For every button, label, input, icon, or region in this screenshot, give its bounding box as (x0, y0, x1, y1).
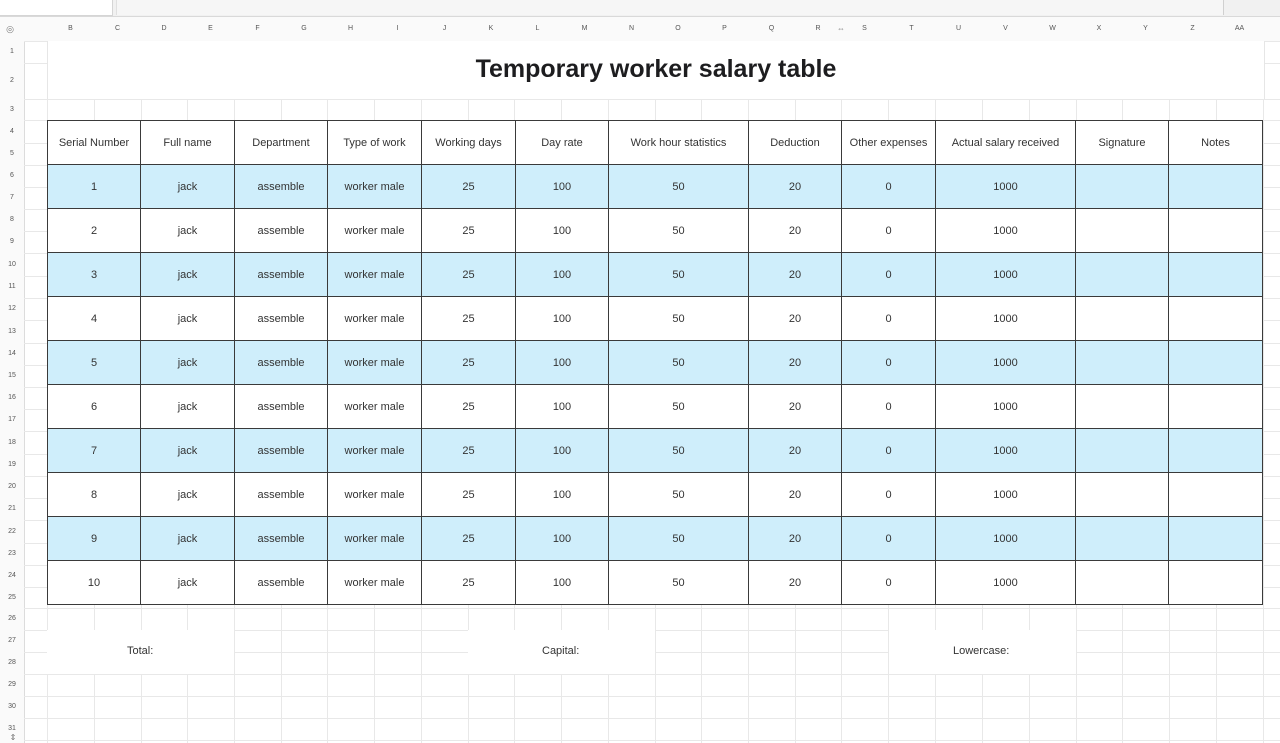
table-cell[interactable]: 0 (842, 385, 936, 429)
table-cell[interactable]: 0 (842, 561, 936, 605)
eye-icon[interactable]: ◎ (6, 24, 14, 34)
table-cell[interactable] (1076, 165, 1169, 209)
table-cell[interactable] (1169, 253, 1263, 297)
table-cell[interactable]: 0 (842, 517, 936, 561)
table-cell[interactable]: 50 (609, 429, 749, 473)
column-header-s[interactable]: S (862, 25, 867, 32)
table-cell[interactable]: 100 (516, 297, 609, 341)
column-header-o[interactable]: O (675, 25, 681, 32)
table-cell[interactable]: 0 (842, 429, 936, 473)
table-cell[interactable]: 9 (48, 517, 141, 561)
row-header-2[interactable]: 2 (10, 77, 14, 84)
gridline (24, 696, 1280, 697)
table-cell[interactable]: 25 (422, 561, 516, 605)
column-heading[interactable]: Department (235, 121, 328, 165)
table-row (48, 561, 1263, 605)
column-header-c[interactable]: C (114, 25, 121, 32)
table-cell[interactable]: 1000 (936, 253, 1076, 297)
column-header-n[interactable]: N (628, 25, 635, 32)
row-header-6[interactable]: 6 (10, 172, 14, 179)
table-cell[interactable]: jack (141, 209, 235, 253)
row-header-16[interactable]: 16 (8, 394, 16, 401)
row-header-3[interactable]: 3 (10, 106, 14, 113)
table-cell[interactable]: jack (141, 297, 235, 341)
table-cell[interactable]: 8 (48, 473, 141, 517)
row-header-5[interactable]: 5 (10, 150, 14, 157)
table-cell[interactable]: assemble (235, 341, 328, 385)
table-cell[interactable]: worker male (328, 297, 422, 341)
table-cell[interactable] (1076, 341, 1169, 385)
table-cell[interactable]: 1000 (936, 385, 1076, 429)
row-header-11[interactable]: 11 (8, 283, 16, 290)
column-header-g[interactable]: G (301, 25, 307, 32)
table-cell[interactable]: 25 (422, 209, 516, 253)
row-header-4[interactable]: 4 (10, 128, 14, 135)
table-row (48, 297, 1263, 341)
column-header-u[interactable]: U (955, 25, 962, 32)
row-header-10[interactable]: 10 (8, 261, 16, 268)
gridline (1263, 41, 1264, 743)
column-heading[interactable]: Work hour statistics (609, 121, 749, 165)
table-cell[interactable]: 50 (609, 165, 749, 209)
table-cell[interactable]: jack (141, 517, 235, 561)
row-header-26[interactable]: 26 (8, 615, 16, 622)
row-header-1[interactable]: 1 (10, 48, 14, 55)
column-heading[interactable]: Notes (1169, 121, 1263, 165)
table-cell[interactable] (1076, 253, 1169, 297)
row-header-20[interactable]: 20 (8, 483, 16, 490)
table-cell[interactable]: 1000 (936, 473, 1076, 517)
table-cell[interactable]: 100 (516, 165, 609, 209)
table-cell[interactable]: 1000 (936, 517, 1076, 561)
column-resize-icon[interactable]: ⇔ (837, 24, 845, 33)
table-cell[interactable]: worker male (328, 473, 422, 517)
table-cell[interactable]: 2 (48, 209, 141, 253)
table-cell[interactable] (1169, 165, 1263, 209)
row-header-12[interactable]: 12 (8, 305, 16, 312)
table-cell[interactable] (1169, 517, 1263, 561)
table-cell[interactable]: 25 (422, 473, 516, 517)
column-header-l[interactable]: L (535, 25, 540, 32)
table-cell[interactable]: 20 (749, 473, 842, 517)
row-header-23[interactable]: 23 (8, 550, 16, 557)
total-label: Total: (127, 645, 154, 657)
table-cell[interactable] (1076, 429, 1169, 473)
table-row (48, 165, 1263, 209)
column-heading[interactable]: Other expenses (842, 121, 936, 165)
gridline (24, 608, 1280, 609)
row-header-29[interactable]: 29 (8, 681, 16, 688)
table-cell[interactable]: jack (141, 473, 235, 517)
column-header-k[interactable]: K (488, 25, 494, 32)
table-cell[interactable] (1076, 561, 1169, 605)
table-row (48, 385, 1263, 429)
table-cell[interactable]: 20 (749, 385, 842, 429)
table-cell[interactable]: 20 (749, 253, 842, 297)
column-header-m[interactable]: M (581, 25, 588, 32)
table-cell[interactable]: 50 (609, 209, 749, 253)
row-header-8[interactable]: 8 (10, 216, 14, 223)
row-header-27[interactable]: 27 (8, 637, 16, 644)
table-cell[interactable] (1076, 517, 1169, 561)
row-resize-icon[interactable]: ⇕ (9, 733, 17, 742)
table-cell[interactable]: worker male (328, 429, 422, 473)
table-cell[interactable]: 50 (609, 473, 749, 517)
table-cell[interactable]: 50 (609, 341, 749, 385)
table-cell[interactable]: worker male (328, 209, 422, 253)
table-cell[interactable]: 1000 (936, 209, 1076, 253)
row-header-18[interactable]: 18 (8, 439, 16, 446)
table-cell[interactable] (1169, 385, 1263, 429)
table-cell[interactable]: 25 (422, 297, 516, 341)
table-cell[interactable] (1169, 297, 1263, 341)
row-header-bar (0, 41, 25, 743)
table-cell[interactable]: 4 (48, 297, 141, 341)
column-header-bar (0, 17, 1280, 42)
table-cell[interactable]: 50 (609, 385, 749, 429)
table-cell[interactable]: 100 (516, 341, 609, 385)
table-cell[interactable]: assemble (235, 253, 328, 297)
gridline (24, 674, 1280, 675)
page-title: Temporary worker salary table (475, 55, 837, 83)
table-cell[interactable]: assemble (235, 429, 328, 473)
table-cell[interactable] (1169, 473, 1263, 517)
row-header-30[interactable]: 30 (8, 703, 16, 710)
row-header-24[interactable]: 24 (8, 572, 16, 579)
capital-label: Capital: (542, 645, 580, 657)
table-cell[interactable]: worker male (328, 253, 422, 297)
table-cell[interactable]: 100 (516, 429, 609, 473)
table-cell[interactable]: assemble (235, 297, 328, 341)
salary-table (47, 120, 1263, 605)
column-heading[interactable]: Signature (1076, 121, 1169, 165)
column-header-w[interactable]: W (1049, 25, 1056, 32)
table-cell[interactable]: assemble (235, 209, 328, 253)
column-header-f[interactable]: F (255, 25, 260, 32)
column-heading[interactable]: Type of work (328, 121, 422, 165)
table-cell[interactable]: 100 (516, 517, 609, 561)
table-cell[interactable] (1076, 297, 1169, 341)
table-cell[interactable]: 50 (609, 517, 749, 561)
table-cell[interactable] (1076, 209, 1169, 253)
table-cell[interactable]: 20 (749, 297, 842, 341)
gridline (24, 99, 1280, 100)
table-cell[interactable]: 20 (749, 517, 842, 561)
name-box[interactable] (0, 0, 113, 16)
table-row (48, 341, 1263, 385)
table-cell[interactable]: 25 (422, 253, 516, 297)
column-header-b[interactable]: B (68, 25, 73, 32)
lowercase-label: Lowercase: (953, 645, 1010, 657)
column-header-i[interactable]: I (396, 25, 399, 32)
table-cell[interactable]: jack (141, 253, 235, 297)
table-cell[interactable]: 20 (749, 209, 842, 253)
table-cell[interactable] (1169, 561, 1263, 605)
row-header-22[interactable]: 22 (8, 528, 16, 535)
table-cell[interactable]: 1000 (936, 297, 1076, 341)
row-header-19[interactable]: 19 (8, 461, 16, 468)
table-cell[interactable]: 25 (422, 429, 516, 473)
column-header-j[interactable]: J (442, 25, 447, 32)
table-cell[interactable] (1076, 385, 1169, 429)
column-header-t[interactable]: T (909, 25, 914, 32)
column-header-v[interactable]: V (1003, 25, 1008, 32)
table-cell[interactable]: 20 (749, 561, 842, 605)
table-cell[interactable]: jack (141, 561, 235, 605)
table-cell[interactable]: assemble (235, 517, 328, 561)
table-cell[interactable]: 1000 (936, 165, 1076, 209)
column-header-r[interactable]: R (815, 25, 821, 32)
table-cell[interactable]: 1 (48, 165, 141, 209)
row-header-25[interactable]: 25 (8, 594, 16, 601)
table-cell[interactable]: 100 (516, 561, 609, 605)
title-cell[interactable] (47, 41, 1265, 99)
column-header-z[interactable]: Z (1190, 25, 1195, 32)
column-header-x[interactable]: X (1096, 25, 1102, 32)
table-cell[interactable]: assemble (235, 165, 328, 209)
row-header-14[interactable]: 14 (8, 350, 16, 357)
column-heading[interactable]: Deduction (749, 121, 842, 165)
column-header-p[interactable]: P (722, 25, 727, 32)
table-cell[interactable]: 25 (422, 517, 516, 561)
table-cell[interactable]: 5 (48, 341, 141, 385)
gridline (24, 718, 1280, 719)
table-row (48, 253, 1263, 297)
table-cell[interactable]: 20 (749, 429, 842, 473)
column-heading[interactable]: Full name (141, 121, 235, 165)
table-cell[interactable]: 1000 (936, 561, 1076, 605)
table-cell[interactable]: 25 (422, 341, 516, 385)
table-cell[interactable]: 25 (422, 165, 516, 209)
table-cell[interactable]: 50 (609, 297, 749, 341)
table-row (48, 209, 1263, 253)
column-header-aa[interactable]: AA (1234, 25, 1245, 32)
table-cell[interactable]: assemble (235, 385, 328, 429)
column-header-e[interactable]: E (208, 25, 213, 32)
table-cell[interactable]: 3 (48, 253, 141, 297)
gridline (24, 740, 1280, 741)
table-row (48, 429, 1263, 473)
table-cell[interactable]: 100 (516, 253, 609, 297)
column-heading[interactable]: Day rate (516, 121, 609, 165)
table-cell[interactable]: assemble (235, 561, 328, 605)
table-cell[interactable]: 0 (842, 253, 936, 297)
column-heading[interactable]: Working days (422, 121, 516, 165)
row-header-9[interactable]: 9 (10, 238, 14, 245)
table-cell[interactable]: assemble (235, 473, 328, 517)
row-header-17[interactable]: 17 (8, 416, 16, 423)
table-cell[interactable]: 100 (516, 473, 609, 517)
table-cell[interactable]: worker male (328, 165, 422, 209)
table-cell[interactable]: jack (141, 385, 235, 429)
table-cell[interactable]: 0 (842, 297, 936, 341)
table-cell[interactable]: 1000 (936, 429, 1076, 473)
column-heading[interactable]: Serial Number (48, 121, 141, 165)
table-cell[interactable]: 1000 (936, 341, 1076, 385)
table-cell[interactable]: 20 (749, 165, 842, 209)
table-cell[interactable] (1169, 209, 1263, 253)
table-cell[interactable]: 0 (842, 165, 936, 209)
table-cell[interactable]: worker male (328, 561, 422, 605)
table-cell[interactable]: 25 (422, 385, 516, 429)
table-cell[interactable]: 7 (48, 429, 141, 473)
table-cell[interactable]: jack (141, 429, 235, 473)
table-cell[interactable]: jack (141, 165, 235, 209)
column-header-d[interactable]: D (161, 25, 167, 32)
row-header-13[interactable]: 13 (8, 328, 16, 335)
table-cell[interactable]: 50 (609, 561, 749, 605)
row-header-15[interactable]: 15 (8, 372, 16, 379)
table-cell[interactable]: 6 (48, 385, 141, 429)
row-header-28[interactable]: 28 (8, 659, 16, 666)
table-cell[interactable]: 100 (516, 209, 609, 253)
column-header-y[interactable]: Y (1143, 25, 1148, 32)
table-cell[interactable]: worker male (328, 517, 422, 561)
table-row (48, 473, 1263, 517)
column-heading[interactable]: Actual salary received (936, 121, 1076, 165)
formula-input[interactable] (116, 0, 1224, 15)
table-cell[interactable]: 100 (516, 385, 609, 429)
formula-bar (0, 0, 1280, 17)
column-header-q[interactable]: Q (768, 25, 775, 32)
table-cell[interactable]: jack (141, 341, 235, 385)
table-cell[interactable]: 0 (842, 473, 936, 517)
row-header-7[interactable]: 7 (10, 194, 14, 201)
row-header-31[interactable]: 31 (8, 725, 16, 732)
row-header-21[interactable]: 21 (8, 505, 16, 512)
table-row (48, 517, 1263, 561)
table-cell[interactable]: 10 (48, 561, 141, 605)
table-header-row (48, 121, 1263, 165)
table-cell[interactable]: 50 (609, 253, 749, 297)
table-cell[interactable] (1169, 341, 1263, 385)
table-cell[interactable]: worker male (328, 385, 422, 429)
table-cell[interactable] (1076, 473, 1169, 517)
table-cell[interactable]: 0 (842, 209, 936, 253)
table-cell[interactable]: worker male (328, 341, 422, 385)
column-header-h[interactable]: H (347, 25, 354, 32)
table-cell[interactable]: 20 (749, 341, 842, 385)
table-cell[interactable]: 0 (842, 341, 936, 385)
table-cell[interactable] (1169, 429, 1263, 473)
